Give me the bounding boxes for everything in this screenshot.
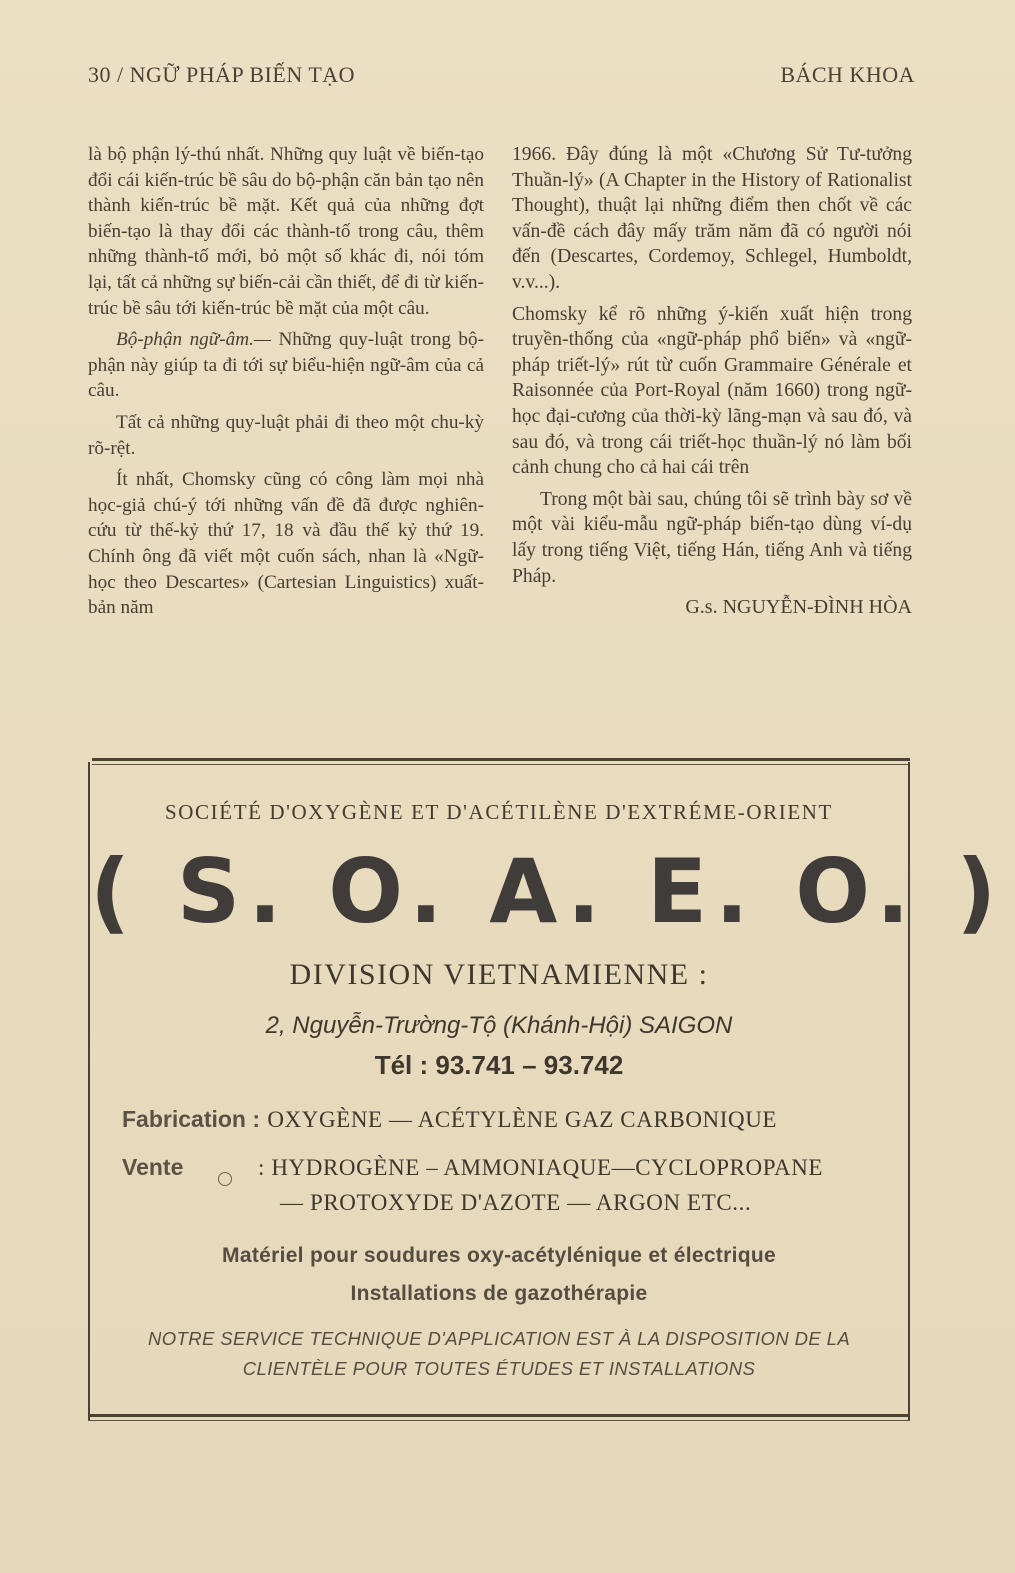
paragraph-text: Những quy-luật trong bộ-phận này giúp ta đi tới sự biểu-hiện ngữ-âm của cả câu. — [88, 329, 484, 402]
vente-value-1: : HYDROGÈNE – AMMONIAQUE—CYCLOPROPANE — [258, 1155, 824, 1180]
fabrication-row — [122, 1106, 777, 1133]
magazine-name: BÁCH KHOA — [780, 62, 915, 87]
section-heading: Bộ-phận ngữ-âm.— — [116, 329, 271, 351]
paragraph: Ít nhất, Chomsky cũng có công làm mọi nhà học-giả chú-ý tới những vấn đề đã được nghiên-cứu từ thế-kỷ thứ 17, 18 và đầu thế kỷ thứ 19. Chính ông đã viết một cuốn sách, nhan là «Ngữ-học theo Descartes» (Cartesian Linguistics) xuất-bản năm — [88, 469, 484, 619]
author-signature: G.s. NGUYỄN-ĐÌNH HÒA — [685, 596, 912, 619]
company-acronym: ( S. O. A. E. O. ) — [90, 840, 1005, 943]
notice-line-1: NOTRE SERVICE TECHNIQUE D'APPLICATION EST À LA DISPOSITION DE LA — [147, 1328, 851, 1349]
notice-line-2: CLIENTÈLE POUR TOUTES ÉTUDES ET INSTALLATIONS — [242, 1358, 756, 1379]
installations-line: Installations de gazothérapie — [350, 1282, 648, 1305]
materiel-line: Matériel pour soudures oxy-acétylénique et électrique — [222, 1244, 776, 1267]
ad-top-rule — [92, 758, 910, 761]
vente-label: Vente — [122, 1154, 184, 1180]
vente-row-2 — [280, 1190, 751, 1216]
paragraph: Trong một bài sau, chúng tôi sẽ trình bày sơ về một vài kiểu-mẫu ngữ-pháp biến-tạo dùng ví-dụ lấy trong tiếng Việt, tiếng Hán, tiếng Anh và tiếng Pháp. — [512, 488, 912, 587]
company-address: 2, Nguyễn-Trường-Tộ (Khánh-Hội) SAIGON — [265, 1012, 733, 1039]
advertisement-box — [88, 762, 1005, 1420]
paragraph: là bộ phận lý-thú nhất. Những quy luật về biến-tạo đổi cái kiến-trúc bề sâu do bộ-phận căn bản tạo nên thành kiến-trúc bề mặt. Kết quả của những đợt biến-tạo là thay đổi các thành-tố trong câu, thêm những thành-tố mới, bỏ một số khác đi, nói tóm lại, tất cả những sự biến-cải cần thiết, để đi từ kiến-trúc bề sâu tới kiến-trúc bề mặt của một câu. — [88, 144, 484, 319]
company-phone: Tél : 93.741 – 93.742 — [374, 1050, 624, 1080]
ad-bottom-rule — [88, 1414, 910, 1417]
paragraph: Chomsky kể rõ những ý-kiến xuất hiện trong truyền-thống của «ngữ-pháp phổ biến» và «ngữ-pháp triết-lý» rút từ cuốn Grammaire Générale et Raisonnée của Port-Royal (năm 1660) trong ngữ-học đại-cương của thời-kỳ lãng-mạn và sau đó, và sau đó, và trong cái triết-học thuần-lý nó làm bối cảnh chung cho cả hai cái trên — [512, 303, 912, 479]
paragraph — [88, 327, 484, 404]
fabrication-value: OXYGÈNE — ACÉTYLÈNE GAZ CARBONIQUE — [267, 1107, 778, 1132]
running-title: 30 / NGỮ PHÁP BIẾN TẠO — [88, 62, 356, 87]
paragraph: Tất cả những quy-luật phải đi theo một chu-kỳ rõ-rệt. — [88, 411, 484, 459]
fabrication-label: Fabrication : — [122, 1106, 261, 1132]
service-notice — [90, 1324, 908, 1384]
page-header — [88, 62, 915, 88]
paragraph: 1966. Đây đúng là một «Chương Sử Tư-tưởng Thuần-lý» (A Chapter in the History of Rationalist Thought), thuật lại những điểm then chốt về các vấn-đề cách đây mấy trăm năm đã có người nói đến (Descartes, Cordemoy, Schlegel, Humboldt, v.v...). — [512, 144, 912, 293]
division-title: DIVISION VIETNAMIENNE : — [289, 958, 709, 991]
ad-bottom-rule-thin — [88, 1420, 910, 1421]
left-column — [88, 142, 484, 627]
circle-mark-icon — [218, 1172, 232, 1186]
company-fullname: SOCIÉTÉ D'OXYGÈNE ET D'ACÉTILÈNE D'EXTRÉME-ORIENT — [165, 800, 833, 824]
vente-value-2: — PROTOXYDE D'AZOTE — ARGON ETC... — [280, 1190, 752, 1215]
right-column — [512, 142, 912, 621]
